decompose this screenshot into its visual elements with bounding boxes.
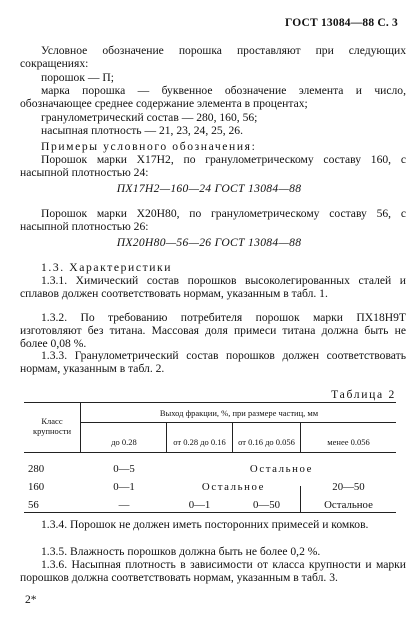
- table-row-160-rest: Остальное: [201, 481, 266, 493]
- table-subheader-4: менее 0.056: [327, 437, 370, 447]
- table-subheader-3: от 0.16 до 0.056: [238, 437, 295, 447]
- intro-item-granulometry: гранулометрический состав — 280, 160, 56;: [41, 111, 258, 124]
- paragraph-1-3-6: 1.3.6. Насыпная плотность в зависимости от класса крупности и марки порошков должна соответствовать нормам, указанным в табл. 3.: [20, 558, 406, 585]
- table-header-class: Класс крупности: [32, 416, 72, 436]
- examples-heading: Примеры условного обозначения:: [41, 140, 257, 153]
- table-header-group: Выход фракции, %, при размере частиц, мм: [159, 408, 319, 418]
- intro-item-density: насыпная плотность — 21, 23, 24, 25, 26.: [41, 124, 244, 137]
- table-row-160-col1: 0—1: [113, 481, 135, 493]
- table-subheader-2: от 0.28 до 0.16: [173, 437, 226, 447]
- example-2-designation: ПХ20Н80—56—26 ГОСТ 13084—88: [116, 236, 302, 249]
- table-row-280-col1: 0—5: [113, 463, 135, 475]
- table-row-56-col2: 0—1: [188, 499, 211, 511]
- table-group-rule: [80, 422, 396, 423]
- table-subheader-1: до 0.28: [111, 437, 137, 447]
- table-row-160-class: 160: [28, 481, 45, 493]
- table-bottom-rule: [24, 512, 396, 513]
- table-caption: Таблица 2: [331, 388, 396, 401]
- paragraph-1-3-3: 1.3.3. Гранулометрический состав порошков должен соответствовать нормам, указанным в табл. 2.: [20, 349, 406, 376]
- intro-line: Условное обозначение порошка проставляют при следующих сокращениях:: [20, 44, 406, 71]
- paragraph-1-3-2: 1.3.2. По требованию потребителя порошок марки ПХ18Н9Т изготовляют без титана. Массовая доля примеси титана должна быть не более 0,08 %.: [20, 311, 406, 351]
- table-row-280-rest: Остальное: [249, 463, 314, 475]
- intro-item-powder: порошок — П;: [41, 71, 114, 84]
- table-vline-1: [80, 403, 81, 452]
- example-2-text: Порошок марки Х20Н80, по гранулометрическому составу 56, с насыпной плотностью 26:: [20, 207, 406, 234]
- table-row-56-class: 56: [28, 499, 39, 511]
- paragraph-1-3-1: 1.3.1. Химический состав порошков высоколегированных сталей и сплавов должен соответствовать нормам, указанным в табл. 1.: [20, 274, 406, 301]
- table-row-280-class: 280: [28, 463, 45, 475]
- example-1-text: Порошок марки Х17Н2, по гранулометрическому составу 160, с насыпной плотностью 24:: [20, 153, 406, 180]
- example-1-designation: ПХ17Н2—160—24 ГОСТ 13084—88: [116, 182, 302, 195]
- footer-sheet-mark: 2*: [25, 594, 37, 606]
- intro-item-grade: марка порошка — буквенное обозначение элемента и число, обозначающее среднее содержание элемента в процентах;: [20, 84, 406, 111]
- table-row-56-col1: —: [118, 499, 130, 511]
- table-row-160-col4: 20—50: [332, 481, 365, 493]
- table-row-56-col3: 0—50: [253, 499, 280, 511]
- paragraph-1-3-5: 1.3.5. Влажность порошков должна быть не более 0,2 %.: [41, 545, 321, 558]
- paragraph-1-3-4: 1.3.4. Порошок не должен иметь посторонних примесей и комков.: [41, 518, 369, 531]
- section-heading: 1.3. Характеристики: [41, 261, 173, 274]
- table-row-56-col4: Остальное: [324, 499, 373, 511]
- table-header-bottom-rule: [24, 452, 396, 453]
- page-header: ГОСТ 13084—88 С. 3: [285, 17, 398, 29]
